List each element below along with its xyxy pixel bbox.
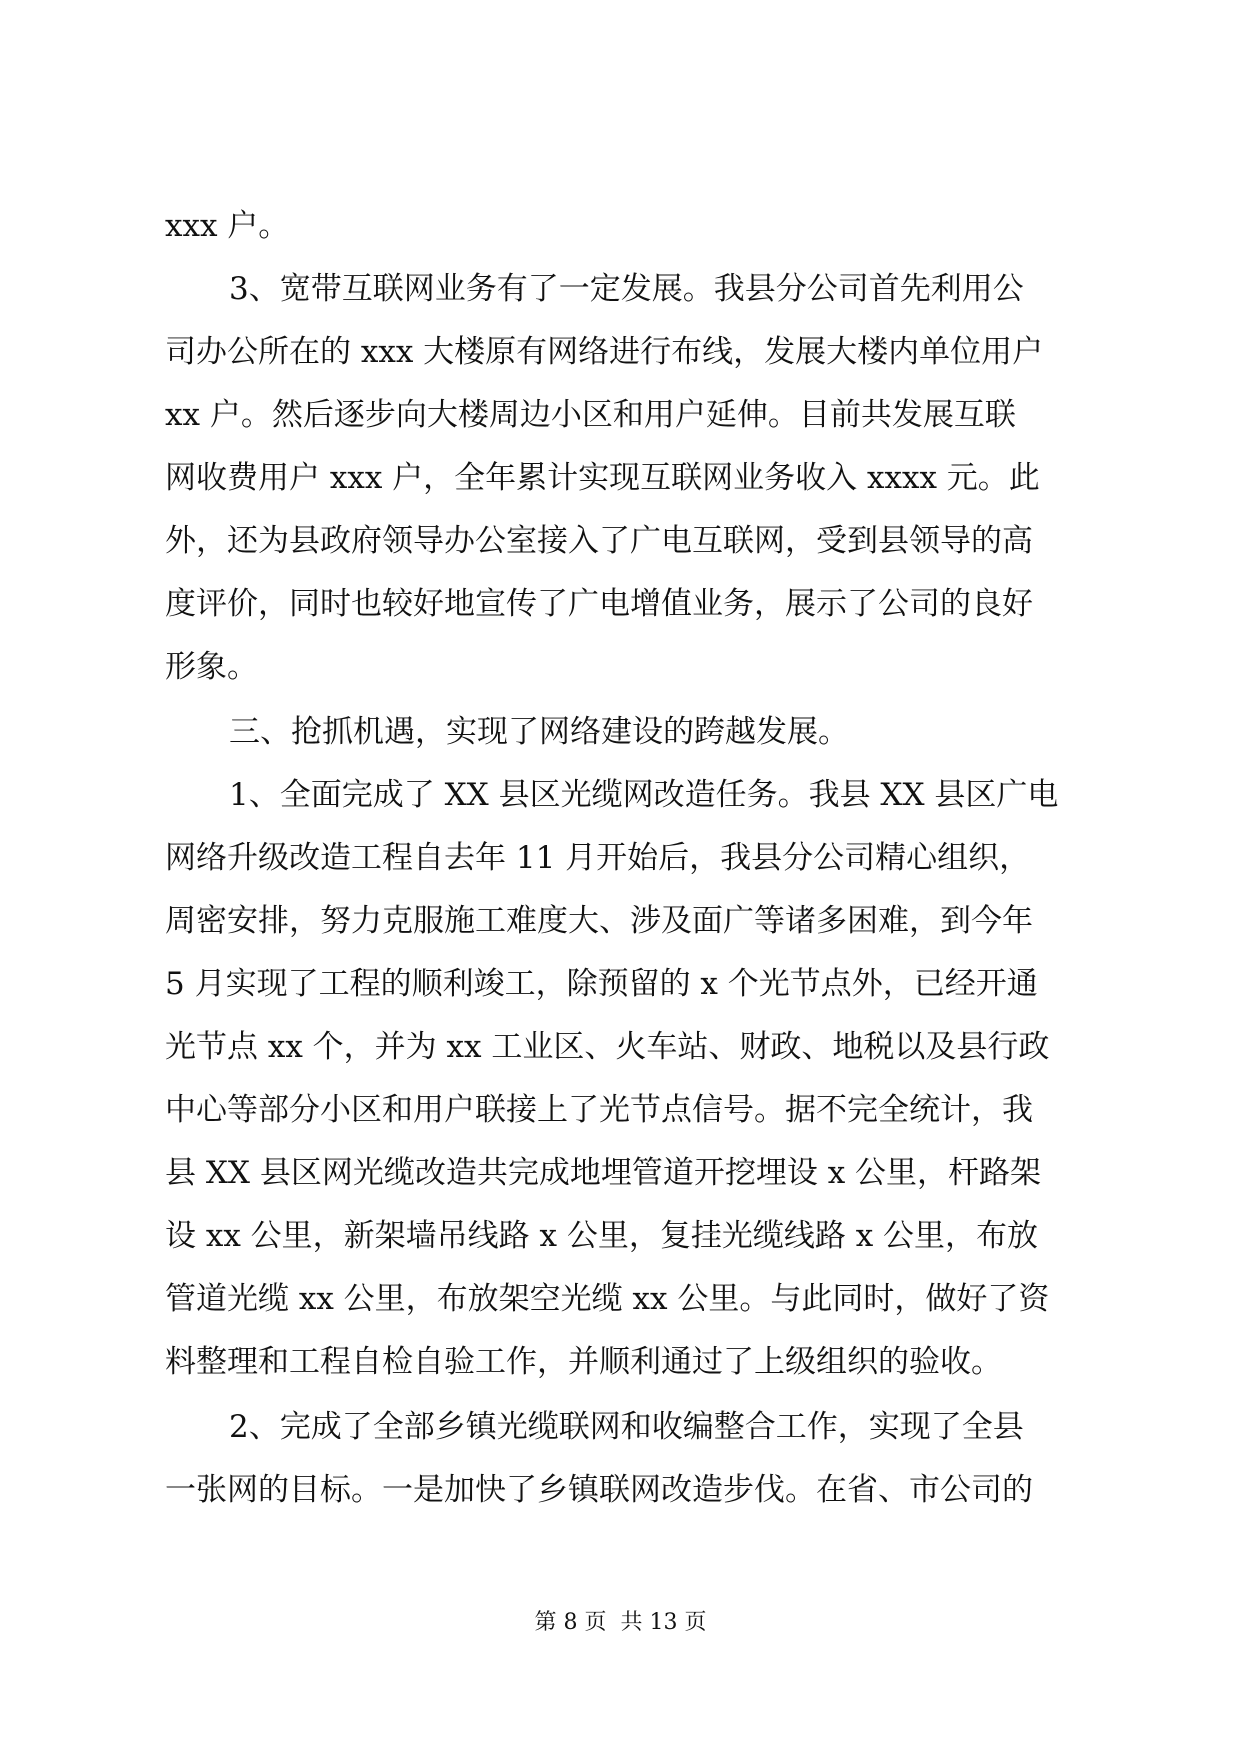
text-line: xx 户。然后逐步向大楼周边小区和用户延伸。目前共发展互联 [165,397,1016,433]
text-line: 形象。 [165,649,258,685]
text-line: 5 月实现了工程的顺利竣工，除预留的 x 个光节点外，已经开通 [165,966,1038,1002]
text-line: 1、全面完成了 XX 县区光缆网改造任务。我县 XX 县区广电 [229,777,1059,813]
text-line: 周密安排，努力克服施工难度大、涉及面广等诸多困难，到今年 [165,903,1033,939]
page-number-footer: 第 8 页 共 13 页 [534,1610,707,1635]
text-line: 3、宽带互联网业务有了一定发展。我县分公司首先利用公 [229,271,1024,307]
text-line: 县 XX 县区网光缆改造共完成地埋管道开挖埋设 x 公里，杆路架 [165,1155,1042,1191]
text-line: 管道光缆 xx 公里，布放架空光缆 xx 公里。与此同时，做好了资 [165,1281,1050,1317]
text-line: 司办公所在的 xxx 大楼原有网络进行布线，发展大楼内单位用户 [165,334,1044,370]
text-line: 中心等部分小区和用户联接上了光节点信号。据不完全统计，我 [165,1092,1033,1128]
text-line: 度评价，同时也较好地宣传了广电增值业务，展示了公司的良好 [165,586,1033,622]
text-line: xxx 户。 [165,208,290,244]
section-heading: 三、抢抓机遇，实现了网络建设的跨越发展。 [229,714,849,750]
text-line: 料整理和工程自检自验工作，并顺利通过了上级组织的验收。 [165,1344,1002,1380]
text-line: 2、完成了全部乡镇光缆联网和收编整合工作，实现了全县 [229,1409,1024,1445]
text-line: 光节点 xx 个，并为 xx 工业区、火车站、财政、地税以及县行政 [165,1029,1050,1065]
text-line: 网络升级改造工程自去年 11 月开始后，我县分公司精心组织， [165,840,1031,876]
text-line: 设 xx 公里，新架墙吊线路 x 公里，复挂光缆线路 x 公里，布放 [165,1218,1039,1254]
text-line: 外，还为县政府领导办公室接入了广电互联网，受到县领导的高 [165,523,1033,559]
text-line: 网收费用户 xxx 户，全年累计实现互联网业务收入 xxxx 元。此 [165,460,1040,496]
text-line: 一张网的目标。一是加快了乡镇联网改造步伐。在省、市公司的 [165,1472,1033,1508]
